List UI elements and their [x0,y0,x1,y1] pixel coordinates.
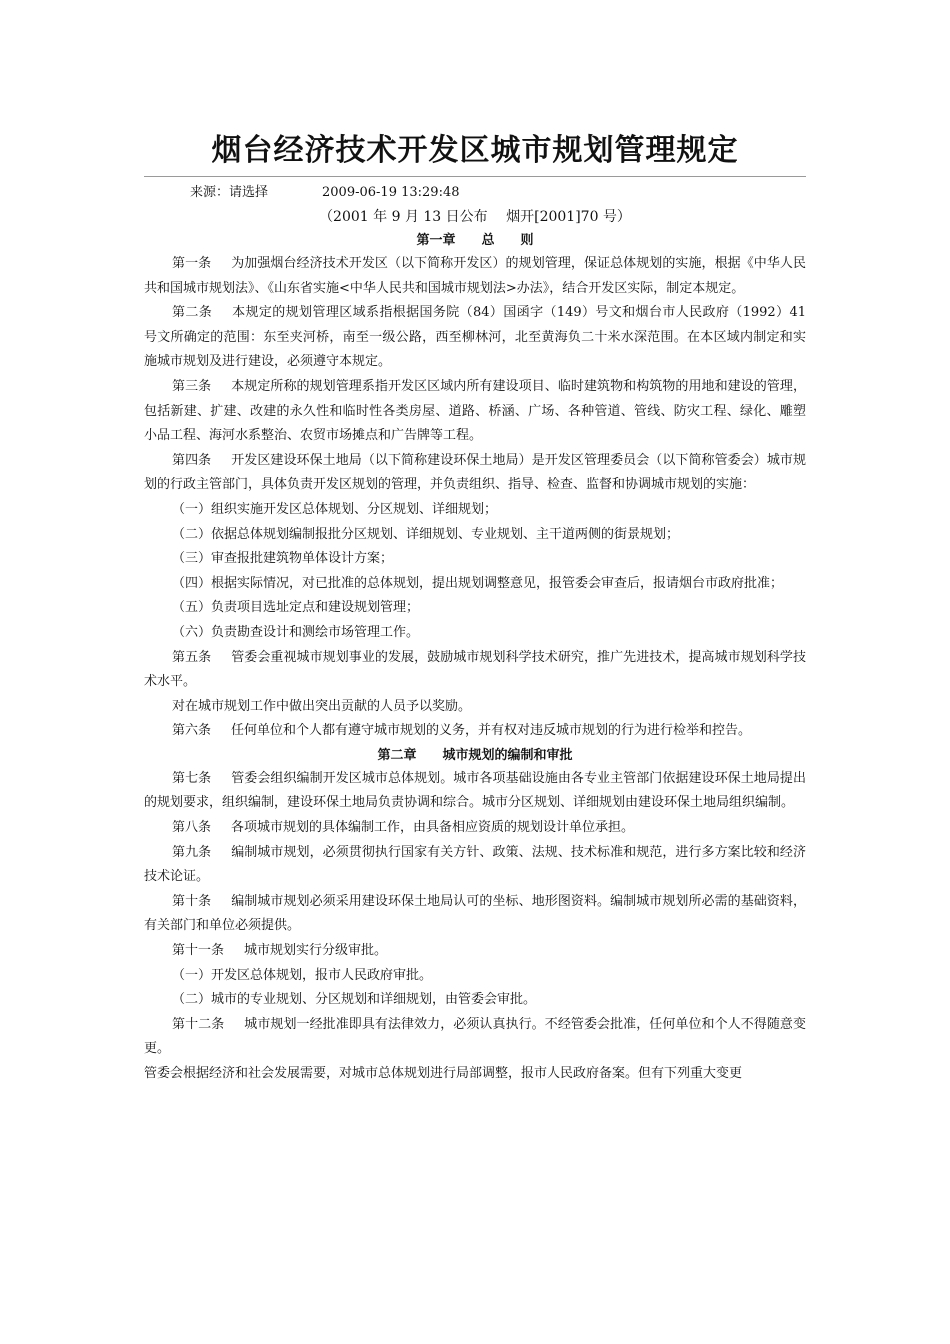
meta-line [144,183,806,203]
article-label: 第五条 [172,649,212,665]
article-label: 第二条 [172,305,213,321]
article [144,301,806,375]
article-text: 管委会组织编制开发区城市总体规划。城市各项基础设施由各专业主管部门依据建设环保土地局提出的规划要求，组织编制，建设环保土地局负责协调和综合。城市分区规划、详细规划由建设环保土地局组织编制。 [144,770,806,811]
chapter-heading: 第二章 城市规划的编制和审批 [377,747,573,763]
article-text: 城市规划一经批准即具有法律效力，必须认真执行。不经管委会批准，任何单位和个人不得随意变更。 [144,1016,806,1057]
source-label: 来源：请选择 [190,185,269,200]
list-item: （五）负责项目选址定点和建设规划管理； [172,600,420,616]
article-label: 第十一条 [172,943,225,959]
list-item: （三）审查报批建筑物单体设计方案； [172,551,394,567]
paragraph: 对在城市规划工作中做出突出贡献的人员予以奖励。 [172,698,472,714]
article [144,890,806,939]
paragraph: 管委会根据经济和社会发展需要，对城市总体规划进行局部调整，报市人民政府备案。但有下列重大变更 [144,1066,743,1081]
article-label: 第一条 [172,256,212,271]
article [144,816,806,841]
list-item: （二）城市的专业规划、分区规划和详细规划，由管委会审批。 [172,992,537,1008]
article-text: 本规定的规划管理区域系指根据国务院（84）国函字（149）号文和烟台市人民政府（1992）41 号文所确定的范围：东至夹河桥，南至一级公路，西至柳林河，北至黄海负二十米水深范围。在本区域内制定和实施城市规划及进行建设，必须遵守本规定。 [144,305,806,370]
article-label: 第三条 [172,378,212,394]
document-page [144,128,806,1087]
article [144,449,806,498]
list-item: （六）负责勘查设计和测绘市场管理工作。 [172,624,420,640]
publish-info: （2001 年 9 月 13 日公布 烟开[2001]70 号） [319,209,631,225]
article [144,767,806,816]
article-text: 各项城市规划的具体编制工作，由具备相应资质的规划设计单位承担。 [231,820,635,836]
article-label: 第七条 [172,770,212,786]
list-item: （四）根据实际情况，对已批准的总体规划，提出规划调整意见，报管委会审查后，报请烟台市政府批准； [172,575,784,591]
article-text: 城市规划实行分级审批。 [244,943,388,959]
list-item: （一）组织实施开发区总体规划、分区规划、详细规划； [172,501,498,517]
article-label: 第十二条 [172,1016,225,1032]
list-item: （一）开发区总体规划，报市人民政府审批。 [172,967,433,983]
publish-datetime: 2009-06-19 13:29:48 [322,185,460,200]
article [144,1013,806,1062]
list-item: （二）依据总体规划编制报批分区规划、详细规划、专业规划、主干道两侧的街景规划； [172,526,680,542]
article [144,252,806,301]
article-label: 第八条 [172,820,212,836]
article-label: 第六条 [172,723,212,739]
title-divider [144,176,806,177]
article-label: 第十条 [172,893,212,909]
article-label: 第九条 [172,844,212,860]
article [144,375,806,449]
article [144,841,806,890]
article-text: 为加强烟台经济技术开发区（以下简称开发区）的规划管理，保证总体规划的实施，根据《中华人民共和国城市规划法》、《山东省实施<中华人民共和国城市规划法>办法》，结合开发区实际，制定本规定。 [144,256,806,296]
article-text: 任何单位和个人都有遵守城市规划的义务，并有权对违反城市规划的行为进行检举和控告。 [231,723,752,739]
article [144,719,806,744]
article-text: 编制城市规划，必须贯彻执行国家有关方针、政策、法规、技术标准和规范，进行多方案比较和经济技术论证。 [144,844,806,885]
article-text: 管委会重视城市规划事业的发展，鼓励城市规划科学技术研究，推广先进技术，提高城市规划科学技术水平。 [144,649,806,690]
article-text: 编制城市规划必须采用建设环保土地局认可的坐标、地形图资料。编制城市规划所必需的基础资料，有关部门和单位必须提供。 [144,893,806,934]
document-title: 烟台经济技术开发区城市规划管理规定 [211,133,739,168]
article [144,646,806,695]
article [144,939,806,964]
article-label: 第四条 [172,452,212,468]
chapter-heading: 第一章 总 则 [416,233,534,248]
article-text: 开发区建设环保土地局（以下简称建设环保土地局）是开发区管理委员会（以下简称管委会）城市规划的行政主管部门，具体负责开发区规划的管理，并负责组织、指导、检查、监督和协调城市规划的实施： [144,452,806,493]
article-text: 本规定所称的规划管理系指开发区区域内所有建设项目、临时建筑物和构筑物的用地和建设的管理，包括新建、扩建、改建的永久性和临时性各类房屋、道路、桥涵、广场、各种管道、管线、防灾工程、绿化、雕塑小品工程、海河水系整治、农贸市场摊点和广告牌等工程。 [144,378,806,444]
